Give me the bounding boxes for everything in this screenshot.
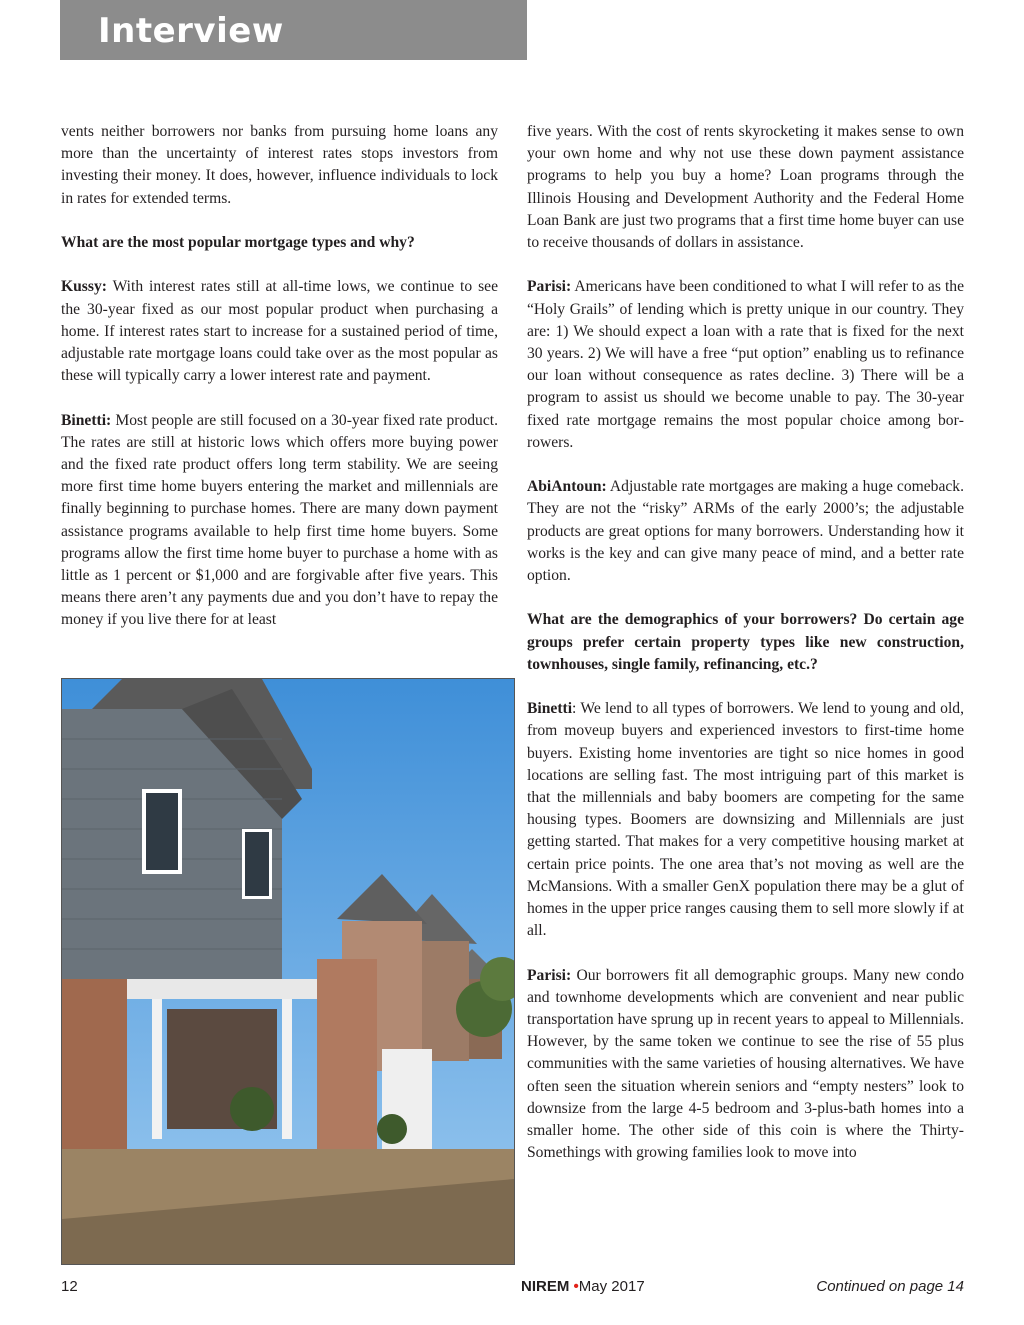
houses-illustration — [62, 679, 514, 1264]
speaker-name: Binetti: — [61, 411, 112, 429]
question-heading: What are the demographics of your borrowers? Do certain age groups prefer certain property types like new construction, townhouses, single family, refinancing, etc.? — [527, 611, 964, 673]
speaker-name: Kussy: — [61, 278, 107, 296]
bullet-icon: • — [573, 1278, 579, 1295]
answer-text: : We lend to all types of borrowers. We lend to young and old, from moveup buyers and experienced investors to first-time home buyers. Existing home inventories are tight so nice homes in good locations are selling fast. The most intriguing part of this market is that the millennials and baby boomers are competing for the same housing types. Boomers are downsizing and Millennials are just getting started. That makes for a very competitive housing market at certain price points. The one area that’s not moving as well are the McMansions. With a smaller GenX population there may be a glut of homes in the upper price ranges causing them to sell more slowly if at all. — [527, 700, 964, 940]
houses-photo — [61, 678, 515, 1265]
speaker-name: Parisi: — [527, 966, 572, 984]
speaker-name: Parisi: — [527, 278, 572, 296]
page-number: 12 — [61, 1278, 78, 1295]
right-column — [527, 121, 964, 1164]
speaker-name: AbiAntoun: — [527, 478, 607, 496]
brand-name: NIREM — [521, 1278, 570, 1295]
answer-paragraph — [61, 276, 498, 387]
answer-text: Most people are still focused on a 30-year fixed rate product. The rates are still at historic lows which offers more buying power and the fixed rate product offers long term stability. We are seeing more first time home buyers entering the market and millennials are finally beginning to purchase homes. There are many down payment assistance programs available to help first time home buyers. Some programs allow the first time home buyer to purchase a home with as little as 1 percent or $1,000 and are forgivable after five years. This means there aren’t any payments due and you don’t have to repay the money if you live there for at least — [61, 411, 498, 629]
section-title: Interview — [98, 11, 284, 51]
issue-date: May 2017 — [578, 1278, 645, 1295]
speaker-name: Binetti — [527, 700, 573, 718]
answer-paragraph — [61, 410, 498, 632]
answer-text: Our borrowers fit all demographic groups. Many new condo and townhome developments which are convenient and near public transportation have sprung up in recent years to appeal to Millennials. However, by the same token we continue to see the rise of 55 plus communities with the same varieties of housing alternatives. We have often seen the situation wherein seniors and “empty nesters” look to downsize from the large 4-5 bedroom and 3-plus-bath homes into a smaller home. The other side of this coin is where the Thirty-Somethings with growing families look to move into — [527, 966, 964, 1162]
paragraph: five years. With the cost of rents skyrocketing it makes sense to own your own home and why not use these down payment assistance programs to help you buy a home? Loan programs through the Illinois Housing and Development Authority and the Federal Home Loan Bank are just two programs that a first time home buyer can use to receive thousands of dollars in assistance. — [527, 123, 964, 252]
answer-text: Americans have been conditioned to what I will refer to as the “Holy Grails” of lending which is pretty unique in our country. They are: 1) We should expect a loan with a rate that is fixed for the next 30 years. 2) We will have a free “put option” enabling us to refinance our loan without consequence as rates decline. 3) There will be a program to assist us should we become unable to pay. The 30-year fixed rate mortgage remains the most popular choice among borrowers. — [527, 278, 964, 451]
answer-paragraph — [527, 276, 964, 454]
answer-paragraph — [527, 965, 964, 1165]
answer-paragraph — [527, 698, 964, 942]
left-column — [61, 121, 498, 632]
question-heading: What are the most popular mortgage types and why? — [61, 234, 415, 251]
paragraph: vents neither borrowers nor banks from pursuing home loans any more than the uncertainty of interest rates stops investors from investing their money. It does, however, influence individuals to lock in rates for extended terms. — [61, 123, 498, 207]
answer-text: With interest rates still at all-time lows, we continue to see the 30-year fixed as our most popular product when purchasing a home. If interest rates start to increase for a sustained period of time, adjustable rate mortgage loans could take over as the most popular as these will typically carry a lower interest rate and payment. — [61, 278, 498, 385]
answer-text: Adjustable rate mortgages are making a huge comeback. They are not the “risky” ARMs of the early 2000’s; the adjustable products are great options for many borrowers. Understanding how it works is the key and can give many peace of mind, and a better rate option. — [527, 478, 964, 585]
answer-paragraph — [527, 476, 964, 587]
publication-footer — [521, 1278, 645, 1295]
continued-link[interactable]: Continued on page 14 — [816, 1278, 964, 1295]
